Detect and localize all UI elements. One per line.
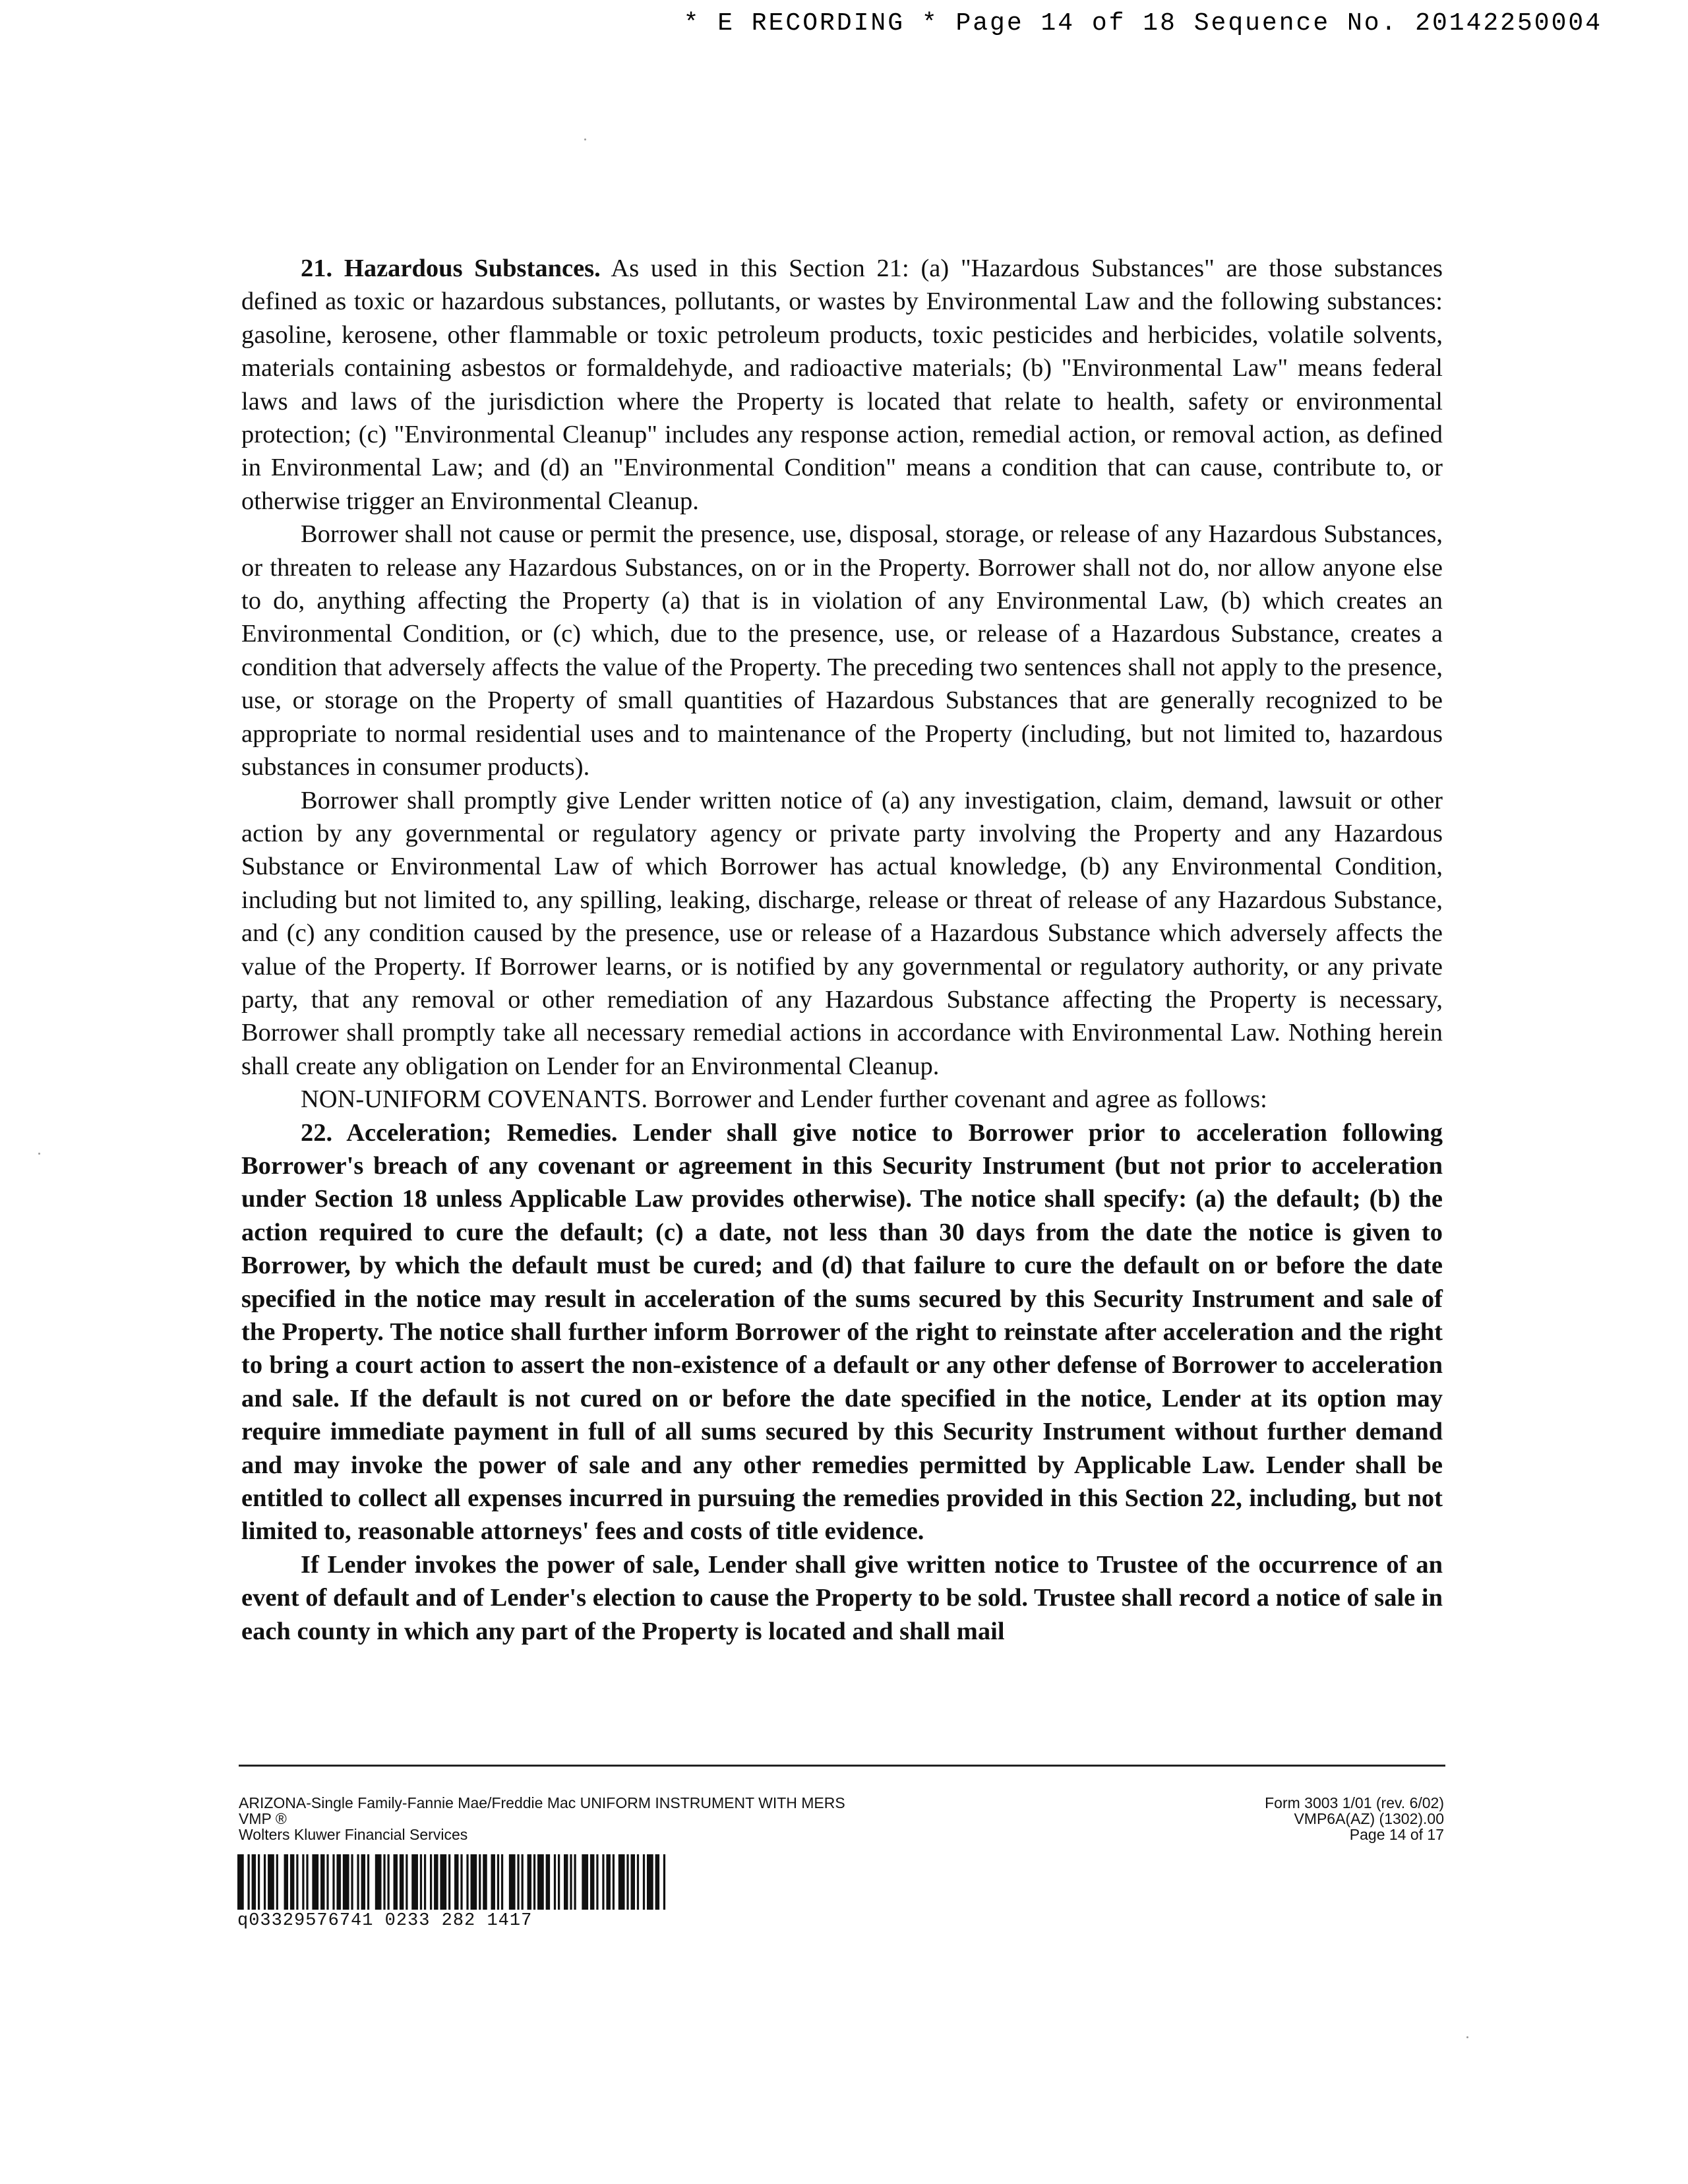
barcode-bar <box>497 1854 499 1910</box>
barcode-bar <box>268 1854 274 1910</box>
barcode-bar <box>655 1854 659 1910</box>
scan-speck <box>584 138 586 140</box>
barcode-bar <box>558 1854 560 1910</box>
section-21-paragraph-1 <box>241 252 1443 518</box>
barcode-bar <box>367 1854 369 1910</box>
barcode-bar <box>320 1854 324 1910</box>
footer-right <box>1265 1795 1444 1842</box>
barcode-bar <box>383 1854 385 1910</box>
barcode-bar <box>375 1854 382 1910</box>
barcode-bar <box>306 1854 308 1910</box>
barcode-bar <box>643 1854 645 1910</box>
barcode-bar <box>663 1854 665 1910</box>
barcode-bar <box>501 1854 503 1910</box>
barcode-bar <box>400 1854 404 1910</box>
barcode-bar <box>466 1854 468 1910</box>
barcode-bar <box>284 1854 288 1910</box>
barcode-bar <box>602 1854 604 1910</box>
barcode-bar <box>509 1854 516 1910</box>
barcode-bar <box>626 1854 628 1910</box>
barcode-bar <box>411 1854 418 1910</box>
barcode-bar <box>424 1854 426 1910</box>
barcode-bar <box>264 1854 266 1910</box>
barcode-bar <box>528 1854 531 1910</box>
barcode-bar <box>554 1854 556 1910</box>
footer-form-code: VMP6A(AZ) (1302).00 <box>1294 1810 1444 1827</box>
barcode-bar <box>537 1854 544 1910</box>
section-21-text: As used in this Section 21: (a) "Hazardous Substances" are those substances defined as toxic or hazardous substances, pollutants, or wastes by Environmental Law and the following substances: gasoline, kerosene, other flammable or toxic petroleum products, toxic pesticides and herbicides, volatile solvents, materials containing asbestos or formaldehyde, and radioactive materials; (b) "Environmental Law" means federal laws and laws of the jurisdiction where the Property is located that relate to health, safety or environmental protection; (c) "Environmental Cleanup" includes any response action, remedial action, or removal action, as defined in Environmental Law; and (d) an "Environmental Condition" means a condition that can cause, contribute to, or otherwise trigger an Environmental Cleanup. <box>241 255 1443 515</box>
barcode-bar <box>618 1854 625 1910</box>
barcode-bar <box>237 1854 244 1910</box>
barcode-bar <box>258 1854 260 1910</box>
barcode-bar <box>434 1854 438 1910</box>
barcode-bar <box>302 1854 304 1910</box>
barcode-bar <box>479 1854 481 1910</box>
footer-form-number: Form 3003 1/01 (rev. 6/02) <box>1265 1794 1444 1811</box>
footer-left <box>239 1795 845 1842</box>
barcode-bar <box>522 1854 524 1910</box>
scan-speck <box>1466 2036 1468 2038</box>
footer-page-number: Page 14 of 17 <box>1349 1826 1444 1843</box>
barcode <box>237 1854 712 1910</box>
barcode-bar <box>343 1854 349 1910</box>
non-uniform-covenants: NON-UNIFORM COVENANTS. Borrower and Lender further covenant and agree as follows: <box>301 1085 1267 1114</box>
barcode-bar <box>471 1854 477 1910</box>
barcode-bar <box>312 1854 318 1910</box>
barcode-bar <box>546 1854 550 1910</box>
barcode-bar <box>326 1854 328 1910</box>
barcode-bar <box>517 1854 519 1910</box>
section-21-heading: 21. Hazardous Substances. <box>301 255 601 282</box>
barcode-bar <box>631 1854 635 1910</box>
barcode-bar <box>440 1854 446 1910</box>
barcode-bar <box>582 1854 588 1910</box>
barcode-number: q03329576741 0233 282 1417 <box>237 1911 533 1931</box>
barcode-bar <box>394 1854 398 1910</box>
footer-form-title: ARIZONA-Single Family-Fannie Mae/Freddie Mac UNIFORM INSTRUMENT WITH MERS <box>239 1794 845 1811</box>
barcode-bar <box>491 1854 495 1910</box>
recording-stamp: * E RECORDING * Page 14 of 18 Sequence No. 20142250004 <box>683 9 1602 38</box>
barcode-bar <box>637 1854 639 1910</box>
barcode-bar <box>406 1854 407 1910</box>
barcode-bar <box>647 1854 653 1910</box>
barcode-bar <box>448 1854 450 1910</box>
footer-vmp: VMP ® <box>239 1810 287 1827</box>
barcode-bar <box>483 1854 487 1910</box>
barcode-bar <box>430 1854 432 1910</box>
barcode-bar <box>388 1854 390 1910</box>
section-21-paragraph-3: Borrower shall promptly give Lender written notice of (a) any investigation, claim, demand, lawsuit or other action by any governmental or regulatory agency or private party involving the Property and any Hazardous Substance or Environmental Law of which Borrower has actual knowledge, (b) any Environmental Condition, including but not limited to, any spilling, leaking, discharge, release or threat of release of any Hazardous Substance, and (c) any condition caused by the presence, use or release of a Hazardous Substance which adversely affects the value of the Property. If Borrower learns, or is notified by any governmental or regulatory authority, or any private party, that any removal or other remediation of any Hazardous Substance affecting the Property is necessary, Borrower shall promptly take all necessary remedial actions in accordance with Environmental Law. Nothing herein shall create any obligation on Lender for an Environmental Cleanup. <box>241 786 1443 1080</box>
barcode-bar <box>564 1854 568 1910</box>
barcode-bar <box>361 1854 365 1910</box>
barcode-bar <box>613 1854 615 1910</box>
barcode-bar <box>332 1854 334 1910</box>
barcode-bar <box>570 1854 572 1910</box>
barcode-bar <box>460 1854 462 1910</box>
barcode-bar <box>596 1854 598 1910</box>
barcode-bar <box>357 1854 359 1910</box>
barcode-bar <box>351 1854 353 1910</box>
footer-publisher: Wolters Kluwer Financial Services <box>239 1826 468 1843</box>
barcode-bar <box>533 1854 535 1910</box>
scan-speck <box>38 1153 40 1155</box>
barcode-bar <box>290 1854 294 1910</box>
barcode-bar <box>247 1854 249 1910</box>
section-22-paragraph-1: 22. Acceleration; Remedies. Lender shall give notice to Borrower prior to acceleration following Borrower's breach of any covenant or agreement in this Security Instrument (but not prior to acceleration under Section 18 unless Applicable Law provides otherwise). The notice shall specify: (a) the default; (b) the action required to cure the default; (c) a date, not less than 30 days from the date the notice is given to Borrower, by which the default must be cured; and (d) that failure to cure the default on or before the date specified in the notice may result in acceleration of the sums secured by this Security Instrument and sale of the Property. The notice shall further inform Borrower of the right to reinstate after acceleration and the right to bring a court action to assert the non-existence of a default or any other defense of Borrower to acceleration and sale. If the default is not cured on or before the date specified in the notice, Lender at its option may require immediate payment in full of all sums secured by this Security Instrument without further demand and may invoke the power of sale and any other remedies permitted by Applicable Law. Lender shall be entitled to collect all expenses incurred in pursuing the remedies provided in this Section 22, including, but not limited to, reasonable attorneys' fees and costs of title evidence. <box>241 1118 1443 1546</box>
barcode-bar <box>606 1854 610 1910</box>
barcode-bar <box>276 1854 278 1910</box>
section-21-paragraph-2: Borrower shall not cause or permit the presence, use, disposal, storage, or release of any Hazardous Substances, or threaten to release any Hazardous Substances, on or in the Property. Borrower shall not do, nor allow anyone else to do, anything affecting the Property (a) that is in violation of any Environmental Law, (b) which creates an Environmental Condition, or (c) which, due to the presence, use, or release of a Hazardous Substance, creates a condition that adversely affects the value of the Property. The preceding two sentences shall not apply to the presence, use, or storage on the Property of small quantities of Hazardous Substances that are generally recognized to be appropriate to normal residential uses and to maintenance of the Property (including, but not limited to, hazardous substances in consumer products). <box>241 520 1443 781</box>
barcode-bar <box>336 1854 340 1910</box>
barcode-bar <box>454 1854 458 1910</box>
section-22-paragraph-2: If Lender invokes the power of sale, Lender shall give written notice to Trustee of the occurrence of an event of default and of Lender's election to cause the Property to be sold. Trustee shall record a notice of sale in each county in which any part of the Property is located and shall mail <box>241 1550 1443 1645</box>
document-body <box>241 252 1443 1648</box>
barcode-bar <box>420 1854 422 1910</box>
barcode-bar <box>590 1854 594 1910</box>
barcode-bar <box>296 1854 298 1910</box>
barcode-bar <box>252 1854 256 1910</box>
footer-divider <box>239 1765 1445 1767</box>
barcode-bar <box>574 1854 576 1910</box>
